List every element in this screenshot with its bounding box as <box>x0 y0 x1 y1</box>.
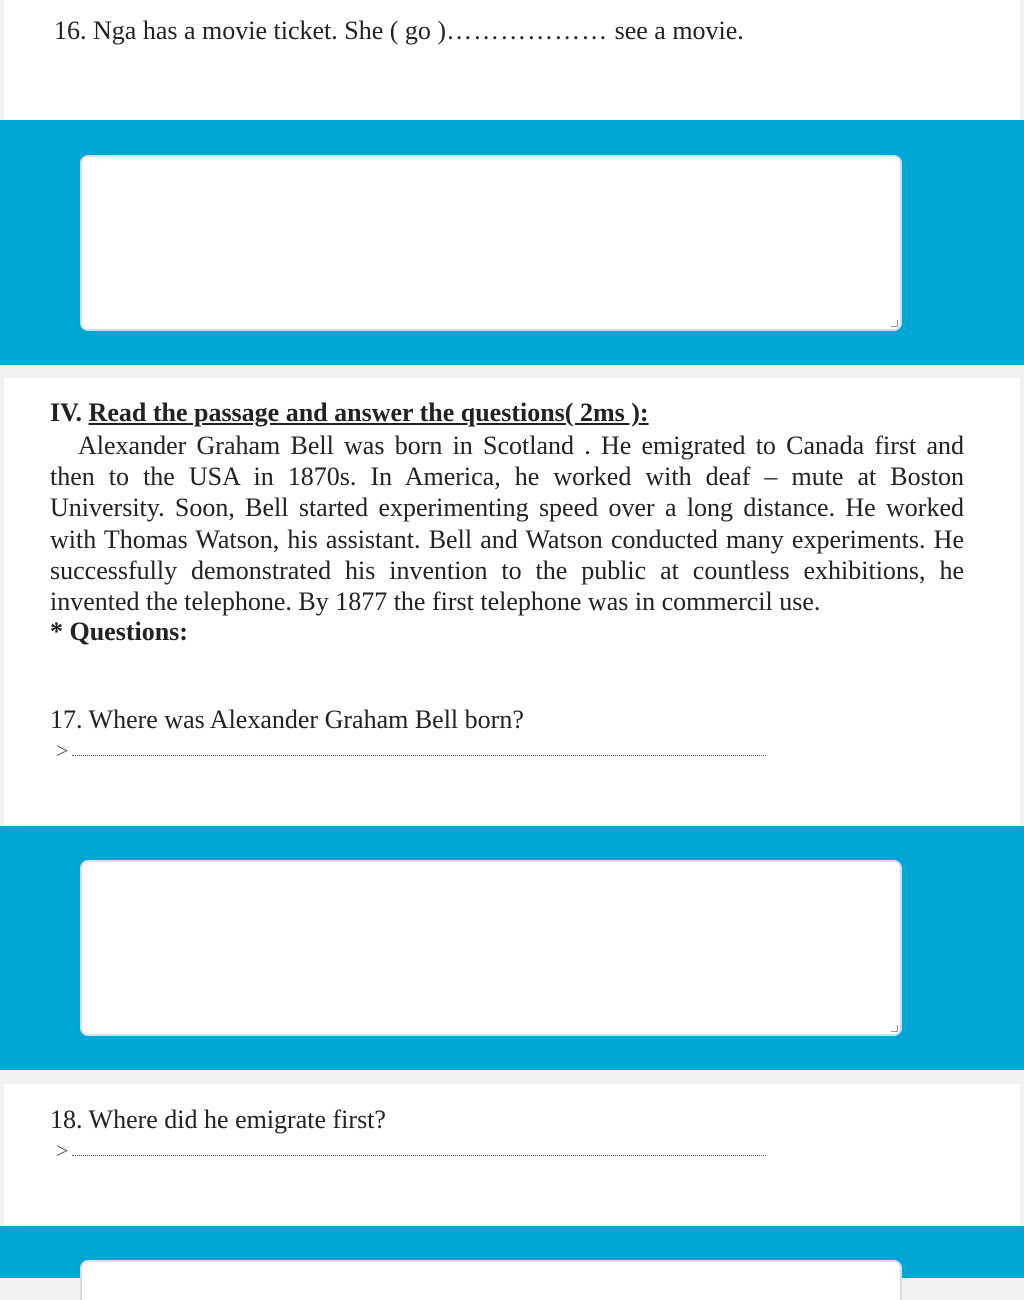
dotted-line <box>72 1155 766 1156</box>
resize-handle-icon[interactable] <box>891 320 898 327</box>
dotted-line <box>72 755 766 756</box>
reading-passage: Alexander Graham Bell was born in Scotland . He emigrated to Canada first and then to the USA in 1870s. In America, he worked with deaf – mute at Boston University. Soon, Bell started experimenting speed over a long distance. He worked with Thomas Watson, his assistant. Bell and Watson conducted many experiments. He successfully demonstrated his invention to the public at countless exhibitions, he invented the telephone. By 1877 the first telephone was in commercil use. <box>50 431 964 617</box>
question-17-answer-line <box>56 738 766 764</box>
section-title: Read the passage and answer the questions( 2ms ): <box>88 398 649 427</box>
question-18 <box>50 1105 386 1135</box>
question-16-number: 16. <box>54 16 87 45</box>
question-16-text-before: Nga has a movie ticket. She ( go ) <box>93 16 447 45</box>
question-16 <box>54 16 744 46</box>
answer-textarea-17[interactable] <box>80 860 902 1036</box>
answer-textarea-16[interactable] <box>80 155 902 331</box>
question-18-number: 18. <box>50 1105 83 1134</box>
question-17 <box>50 705 524 735</box>
question-16-text-after: see a movie. <box>614 16 744 45</box>
question-18-prompt-arrow: > <box>56 1138 69 1163</box>
question-17-prompt-arrow: > <box>56 738 69 763</box>
question-16-blank: ……………… <box>446 16 609 45</box>
question-16-card <box>4 0 1020 120</box>
answer-textarea-18[interactable] <box>80 1260 902 1300</box>
question-18-answer-line <box>56 1138 766 1164</box>
resize-handle-icon[interactable] <box>891 1025 898 1032</box>
question-18-text: Where did he emigrate first? <box>88 1105 386 1134</box>
questions-label: * Questions: <box>50 617 188 646</box>
section-heading <box>50 398 649 428</box>
section-roman: IV. <box>50 398 83 427</box>
question-17-text: Where was Alexander Graham Bell born? <box>88 705 524 734</box>
question-17-number: 17. <box>50 705 83 734</box>
